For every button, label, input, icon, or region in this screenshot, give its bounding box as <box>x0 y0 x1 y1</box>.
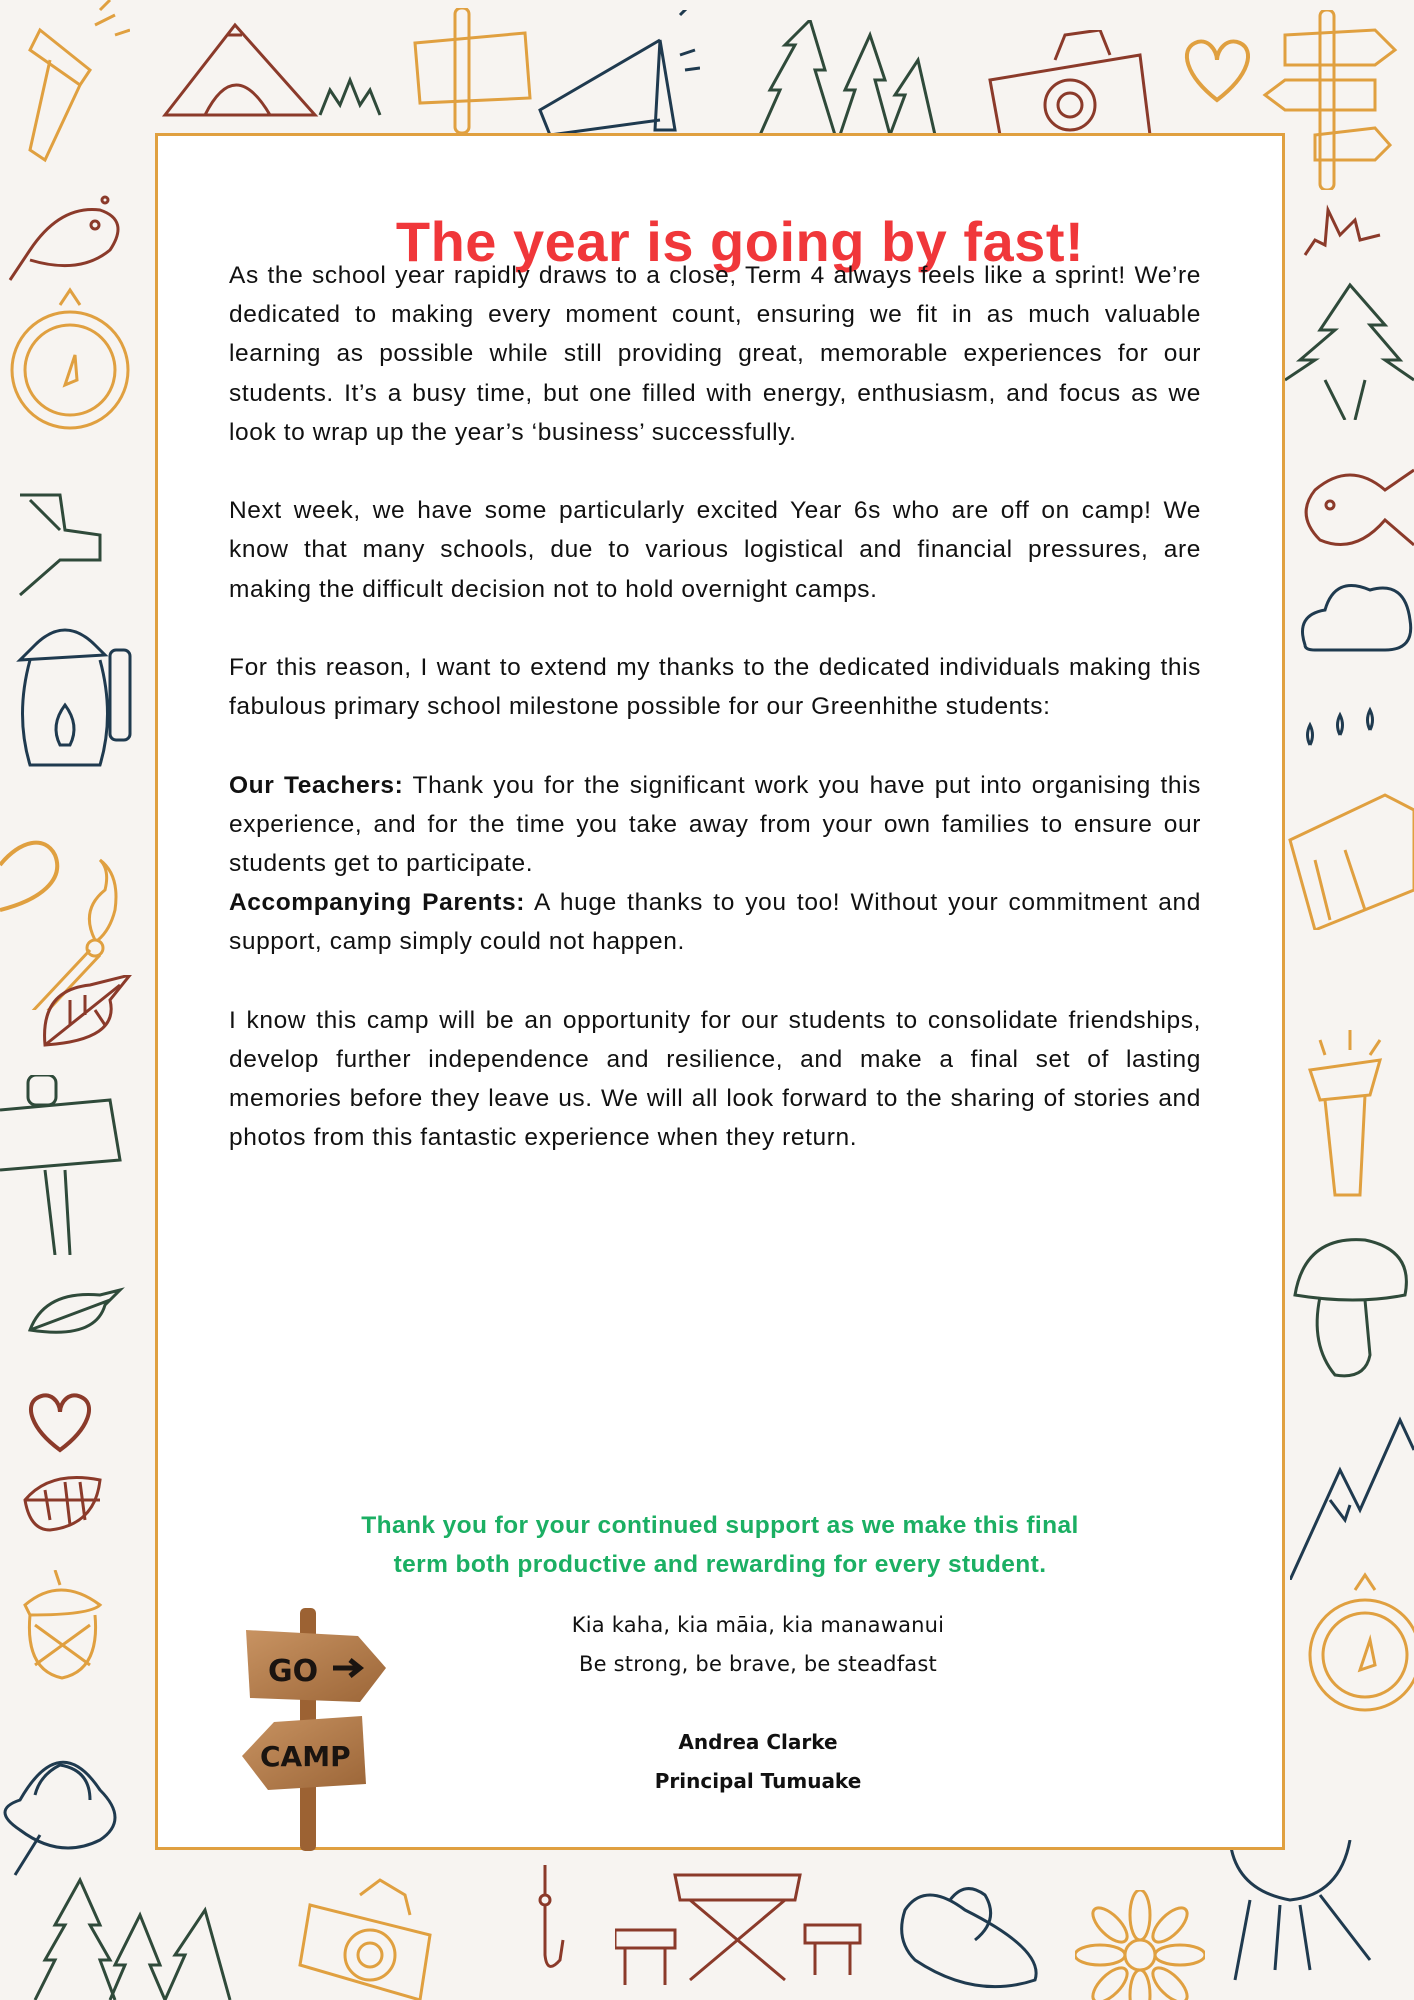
signature-role: Principal Tumuake <box>654 1769 862 1793</box>
bush-icon <box>1300 200 1385 260</box>
axe-icon <box>5 490 115 600</box>
hat-icon <box>0 1740 130 1880</box>
motto-english: Be strong, be brave, be steadfast <box>579 1652 937 1676</box>
paragraph-camp: Next week, we have some particularly excited Year 6s who are off on camp! We know that many schools, due to various logistical and financial pressures, are making the difficult decision not to hold overnight camps. <box>229 497 1201 603</box>
closing-line-2: term both productive and rewarding for every student. <box>393 1551 1047 1578</box>
heart-icon <box>1180 35 1255 105</box>
parents-thanks <box>229 883 1201 961</box>
parents-text: A huge thanks to you too! Without your commitment and support, camp simply could not happen. <box>229 889 1201 956</box>
signpost-bottom-text: CAMP <box>260 1740 351 1773</box>
lantern-icon <box>5 615 135 785</box>
camera-icon <box>970 30 1160 135</box>
go-camp-signpost-image <box>238 1606 398 1851</box>
teachers-text: Thank you for the significant work you have put into organising this experience, and for the time you take away from your own families to ensure our students get to participate. <box>229 771 1201 877</box>
page-title: The year is going by fast! <box>395 209 1085 273</box>
motto-maori: Kia kaha, kia māia, kia manawanui <box>571 1613 945 1637</box>
signature-block <box>548 1606 968 1801</box>
compass-icon <box>5 285 135 435</box>
heart-icon <box>25 1390 95 1455</box>
flashlight-icon <box>530 10 700 135</box>
letter-frame <box>155 133 1285 1850</box>
fish-icon <box>0 190 135 290</box>
leaf-icon <box>20 1470 105 1540</box>
fish-hook-icon <box>525 1865 565 1975</box>
leaf-icon <box>40 975 135 1050</box>
closing-line-1: Thank you for your continued support as we make this final <box>361 1512 1079 1539</box>
bush-icon <box>315 75 385 120</box>
letter-body <box>229 256 1201 1197</box>
acorn-icon <box>20 1570 105 1680</box>
wooden-sign-icon <box>0 1075 125 1255</box>
signpost-top-text: GO <box>268 1654 319 1689</box>
flower-icon <box>1075 1890 1205 2000</box>
paragraph-intro: As the school year rapidly draws to a close, Term 4 always feels like a sprint! We’re dedicated to making every moment count, ensuring we fit in as much valuable learning as possible while still providing great, memorable experiences for our students. It’s a busy time, but one filled with energy, enthusiasm, and focus as we look to wrap up the year’s ‘business’ successfully. <box>229 262 1201 446</box>
teachers-label: Our Teachers: <box>229 771 404 799</box>
compass-icon <box>1285 1570 1414 1720</box>
mountains-icon <box>1290 1410 1414 1580</box>
fish-icon <box>1290 460 1414 560</box>
mushroom-icon <box>1285 1235 1414 1385</box>
flashlight-icon <box>1290 1030 1414 1200</box>
parents-label: Accompanying Parents: <box>229 889 525 917</box>
paragraph-closing: I know this camp will be an opportunity for our students to consolidate friendships, develop further independence and resilience, and make a final set of lasting memories before they leave us. We will all look forward to the sharing of stories and photos from this fantastic experience when they return. <box>229 1006 1201 1152</box>
flashlight-icon <box>20 0 130 170</box>
teachers-thanks <box>229 766 1201 884</box>
pine-trees-icon <box>740 20 940 135</box>
signature-name: Andrea Clarke <box>678 1730 838 1754</box>
cloud-rain-icon <box>1295 575 1414 755</box>
leaf-icon <box>25 1285 125 1345</box>
pine-tree-icon <box>1285 280 1414 420</box>
pine-trees-icon <box>20 1870 250 2000</box>
camp-table-icon <box>615 1870 875 1990</box>
grill-icon <box>1200 1840 1414 2000</box>
paragraph-thanks-intro: For this reason, I want to extend my thanks to the dedicated individuals making this fabulous primary school milestone possible for our Greenhithe students: <box>229 654 1201 721</box>
camera-icon <box>290 1875 460 2000</box>
signpost-icon <box>405 8 535 133</box>
tent-icon <box>1285 790 1414 930</box>
closing-message <box>198 1506 1242 1584</box>
tent-icon <box>160 20 320 120</box>
hat-icon <box>895 1880 1055 2000</box>
